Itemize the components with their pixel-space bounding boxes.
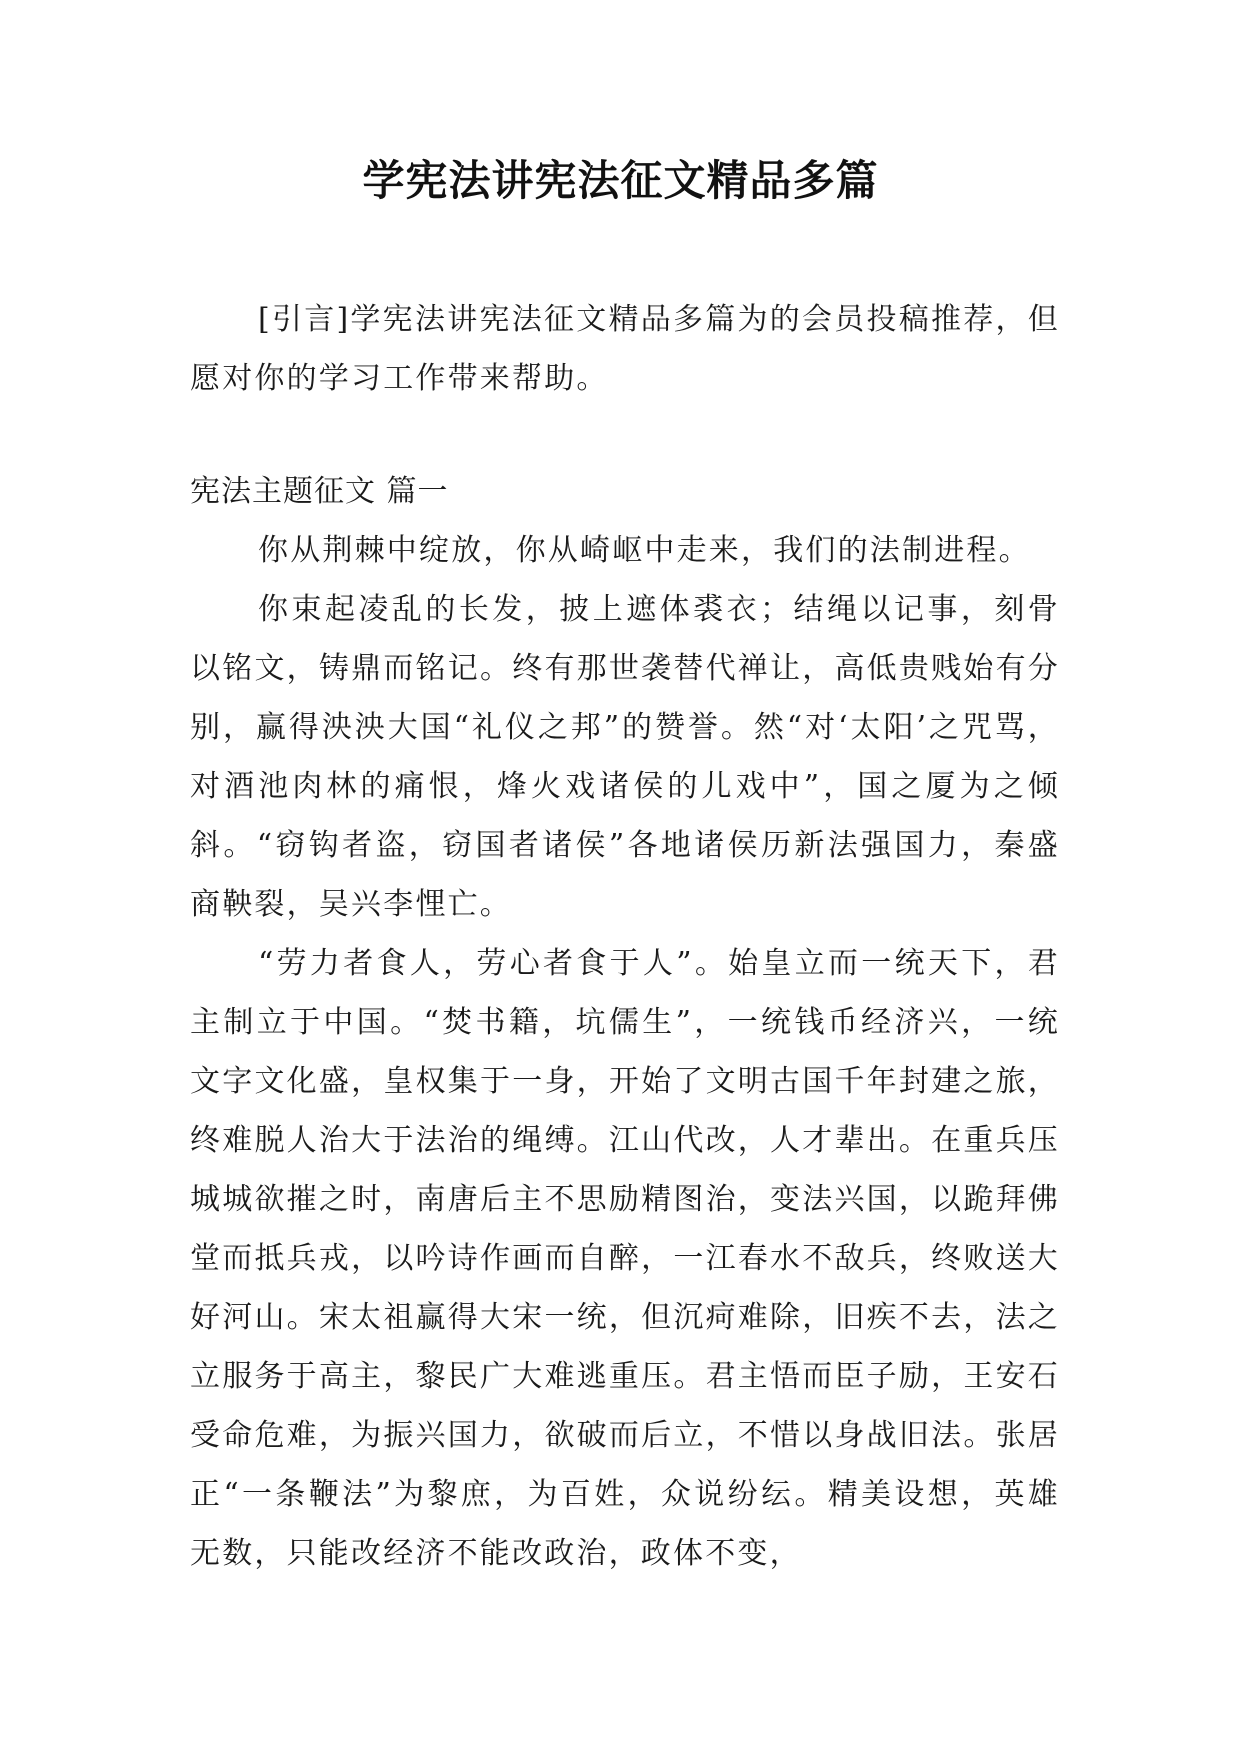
section-body — [190, 521, 1060, 1583]
body-paragraph: 你从荆棘中绽放，你从崎岖中走来，我们的法制进程。 — [258, 533, 1031, 568]
body-paragraph: 你束起凌乱的长发，披上遮体裘衣；结绳以记事，刻骨以铭文，铸鼎而铭记。终有那世袭替代禅让，高低贵贱始有分别，赢得泱泱大国“礼仪之邦”的赞誉。然“对‘太阳’之咒骂，对酒池肉林的痛恨，烽火戏诸侯的儿戏中”，国之厦为之倾斜。“窃钩者盗，窃国者诸侯”各地诸侯历新法强国力，秦盛商鞅裂，吴兴李悝亡。 — [190, 592, 1060, 922]
section-heading: 宪法主题征文 篇一 — [190, 474, 449, 509]
intro-paragraph: [引言]学宪法讲宪法征文精品多篇为的会员投稿推荐，但愿对你的学习工作带来帮助。 — [190, 302, 1060, 396]
document-title: 学宪法讲宪法征文精品多篇 — [362, 156, 879, 205]
body-paragraph: “劳力者食人，劳心者食于人”。始皇立而一统天下，君主制立于中国。“焚书籍，坑儒生”，一统钱币经济兴，一统文字文化盛，皇权集于一身，开始了文明古国千年封建之旅，终难脱人治大于法治的绳缚。江山代改，人才辈出。在重兵压城城欲摧之时，南唐后主不思励精图治，变法兴国，以跪拜佛堂而抵兵戎，以吟诗作画而自醉，一江春水不敌兵，终败送大好河山。宋太祖赢得大宋一统，但沉疴难除，旧疾不去，法之立服务于高主，黎民广大难逃重压。君主悟而臣子励，王安石受命危难，为振兴国力，欲破而后立，不惜以身战旧法。张居正“一条鞭法”为黎庶，为百姓，众说纷纭。精美设想，英雄无数，只能改经济不能改政治，政体不变， — [190, 946, 1060, 1571]
